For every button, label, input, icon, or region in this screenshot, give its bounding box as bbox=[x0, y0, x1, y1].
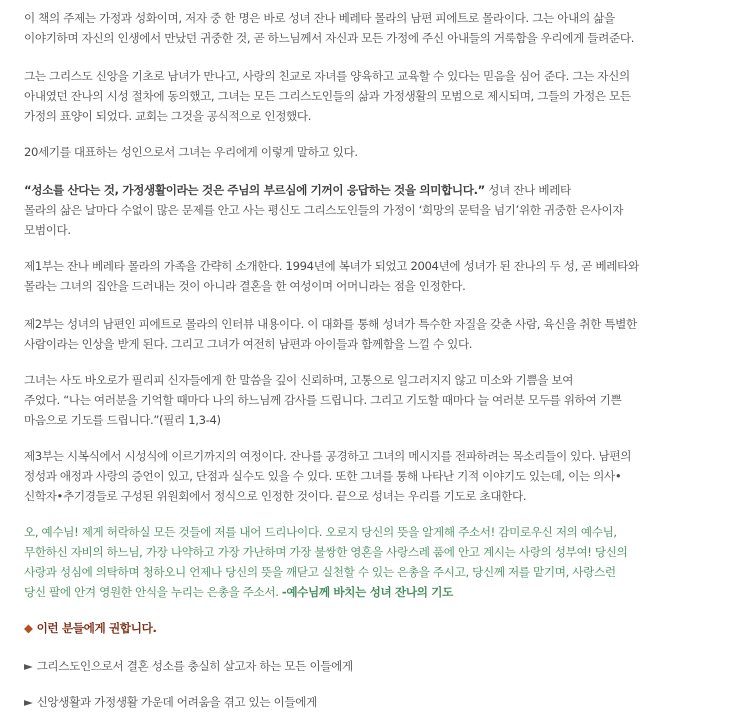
quote-line bbox=[24, 180, 714, 200]
text-line: 그녀는 사도 바오로가 필리피 신자들에게 한 말씀을 깊이 신뢰하며, 고통으로 일그러지지 않고 미소와 기쁨을 보여 bbox=[24, 373, 574, 387]
recommend-item-text: 그리스도인으로서 결혼 성소를 충실히 살고자 하는 모든 이들에게 bbox=[36, 659, 353, 673]
prayer-last-line bbox=[24, 582, 714, 602]
recommend-heading bbox=[24, 618, 714, 638]
text-line: 제3부는 시복식에서 시성식에 이르기까지의 여정이다. 잔나를 공경하고 그녀의 메시지를 전파하려는 목소리들이 있다. 남편의 bbox=[24, 449, 632, 463]
text-line: 몰라의 삶은 날마다 수없이 많은 문제를 안고 사는 평신도 그리스도인들의 가정이 ‘희망의 문턱을 넘기’위한 귀중한 은사이자 bbox=[24, 203, 624, 217]
text-line: 주었다. “나는 여러분을 기억할 때마다 나의 하느님께 감사를 드립니다. 그리고 기도할 때마다 늘 여러분 모두를 위하여 기쁜 bbox=[24, 393, 622, 407]
text-line: 이야기하며 자신의 인생에서 만났던 귀중한 것, 곧 하느님께서 자신과 모든 가정에 주신 아내들의 거룩함을 우리에게 들려준다. bbox=[24, 31, 635, 45]
recommend-title: 이런 분들에게 권합니다. bbox=[36, 621, 157, 635]
text-line: 이 책의 주제는 가정과 성화이며, 저자 중 한 명은 바로 성녀 잔나 베레타 몰라의 남편 피에트로 몰라이다. 그는 아내의 삶을 bbox=[24, 11, 615, 25]
quote-paragraph bbox=[24, 180, 714, 240]
part3-paragraph bbox=[24, 446, 714, 506]
text-line: 몰라는 그녀의 집안을 드러내는 것이 아니라 결혼을 한 여성이며 어머니라는 점을 인정한다. bbox=[24, 279, 466, 293]
diamond-icon: ◆ bbox=[24, 621, 33, 635]
text-line: 제2부는 성녀의 남편인 피에트로 몰라의 인터뷰 내용이다. 이 대화를 통해 성녀가 특수한 자질을 갖춘 사람, 육신을 취한 특별한 bbox=[24, 317, 637, 331]
recommend-item bbox=[24, 692, 714, 712]
prayer-signature: -예수님께 바치는 성녀 잔나의 기도 bbox=[281, 585, 453, 599]
intro-paragraph bbox=[24, 8, 714, 48]
text-line: 사람이라는 인상을 받게 된다. 그리고 그녀가 여전히 남편과 아이들과 함께함을 느낄 수 있다. bbox=[24, 337, 473, 351]
recommend-item bbox=[24, 656, 714, 676]
triangle-right-icon: ► bbox=[24, 659, 33, 673]
part1-paragraph bbox=[24, 256, 714, 296]
prayer-line: 무한하신 자비의 하느님, 가장 나약하고 가장 가난하며 가장 불쌍한 영혼을 사랑스레 품에 안고 계시는 사랑의 성부여! 당신의 bbox=[24, 545, 628, 559]
prayer-line: 사랑과 성심에 의탁하며 청하오니 언제나 당신의 뜻을 깨닫고 실천할 수 있는 은총을 주시고, 당신께 저를 맡기며, 사랑스런 bbox=[24, 565, 616, 579]
text-line: 20세기를 대표하는 성인으로서 그녀는 우리에게 이렇게 말하고 있다. bbox=[24, 145, 358, 159]
part2-paragraph bbox=[24, 314, 714, 354]
prayer-paragraph bbox=[24, 522, 714, 602]
prayer-line: 당신 팔에 안겨 영원한 안식을 누리는 은총을 주소서. bbox=[24, 585, 282, 599]
philippians-paragraph bbox=[24, 370, 714, 430]
recommend-item-text: 신앙생활과 가정생활 가운데 어려움을 겪고 있는 이들에게 bbox=[36, 695, 317, 709]
text-line: 신학자•추기경들로 구성된 위원회에서 정식으로 인정한 것이다. 끝으로 성녀는 우리를 기도로 초대한다. bbox=[24, 489, 527, 503]
prayer-line: 오, 예수님! 제게 허락하실 모든 것들에 저를 내어 드리나이다. 오로지 당신의 뜻을 알게해 주소서! 감미로우신 저의 예수님, bbox=[24, 525, 617, 539]
century-paragraph bbox=[24, 142, 714, 162]
text-line: 아내였던 잔나의 시성 절차에 동의했고, 그녀는 모든 그리스도인들의 삶과 가정생활의 모범으로 제시되며, 그들의 가정은 모든 bbox=[24, 89, 631, 103]
text-line: 제1부는 잔나 베레타 몰라의 가족을 간략히 소개한다. 1994년에 복녀가 되었고 2004년에 성녀가 된 잔나의 두 성, 곧 베레타와 bbox=[24, 259, 639, 273]
saint-quote: “성소를 산다는 것, 가정생활이라는 것은 주님의 부르심에 기꺼이 응답하는 것을 의미합니다.” bbox=[24, 183, 485, 197]
triangle-right-icon: ► bbox=[24, 695, 33, 709]
text-line: 마음으로 기도를 드립니다.”(필리 1,3-4) bbox=[24, 413, 221, 427]
text-line: 그는 그리스도 신앙을 기초로 남녀가 만나고, 사랑의 친교로 자녀를 양육하고 교육할 수 있다는 믿음을 심어 준다. 그는 자신의 bbox=[24, 69, 630, 83]
quote-continuation: 성녀 잔나 베레타 bbox=[484, 183, 571, 197]
faith-paragraph bbox=[24, 66, 714, 126]
text-line: 모범이다. bbox=[24, 223, 71, 237]
text-line: 가정의 표양이 되었다. 교회는 그것을 공식적으로 인정했다. bbox=[24, 109, 312, 123]
text-line: 정성과 애정과 사랑의 증언이 있고, 단점과 실수도 있을 수 있다. 또한 그녀를 통해 나타난 기적 이야기도 있는데, 이는 의사• bbox=[24, 469, 622, 483]
